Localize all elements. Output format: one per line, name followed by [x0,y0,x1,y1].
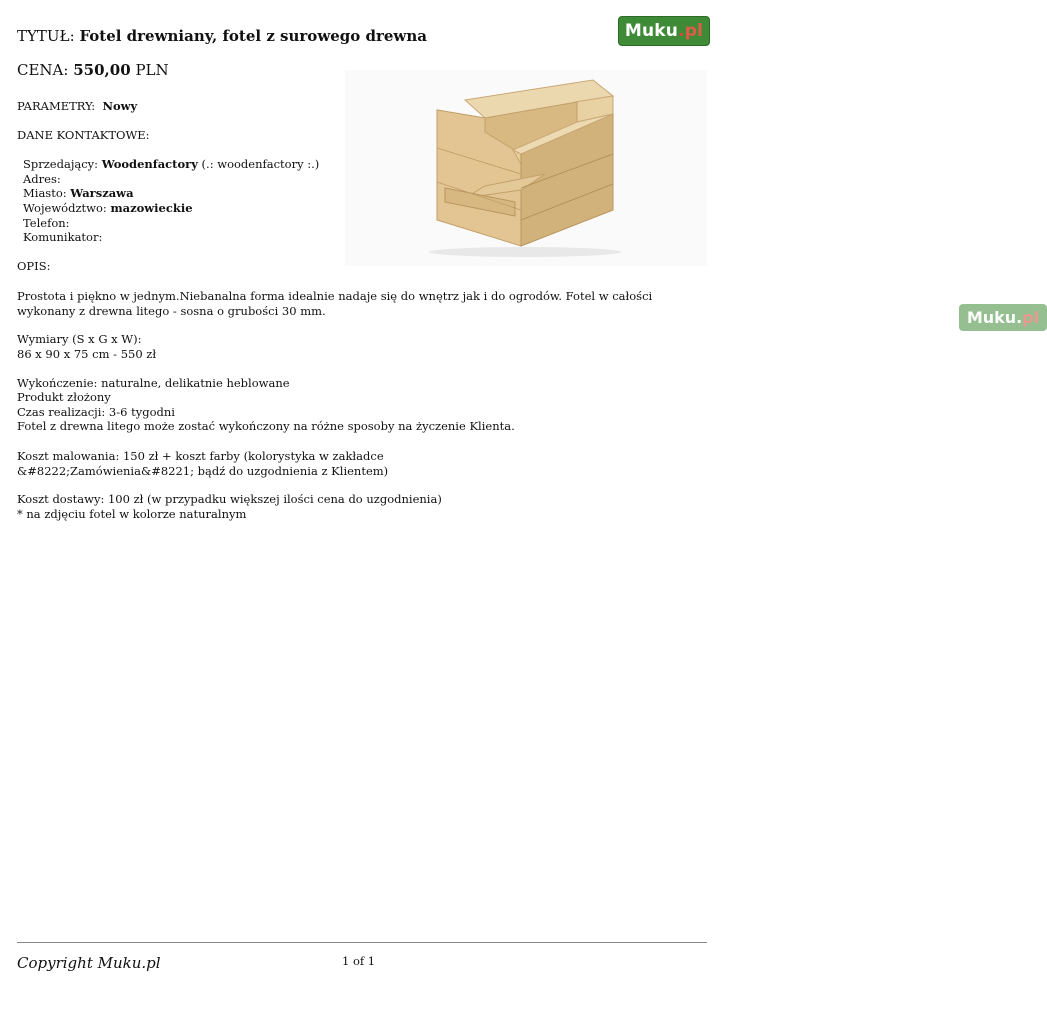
title-value: Fotel drewniany, fotel z surowego drewna [79,27,427,45]
listing-price [17,61,169,79]
params-value: Nowy [102,99,138,113]
seller-label: Sprzedający: [23,157,99,171]
footer-copyright: Copyright Muku.pl [17,954,161,972]
product-photo [345,70,1040,327]
province-value: mazowieckie [110,201,193,215]
address-line [23,172,61,187]
logo-dot: . [678,21,685,41]
province-line [23,201,193,216]
lead-time-line: Czas realizacji: 3-6 tygodni [17,405,175,419]
delivery-cost-line: Koszt dostawy: 100 zł (w przypadku większej ilości cena do uzgodnienia) [17,492,442,506]
muku-logo[interactable] [618,16,710,46]
description-heading: OPIS: [17,259,51,273]
page-number: 1 of 1 [342,954,376,968]
watermark-text: Muku [966,308,1017,327]
dimensions-heading: Wymiary (S x G x W): [17,332,142,346]
dimensions-value: 86 x 90 x 75 cm - 550 zł [17,347,157,361]
photo-watermark-logo [959,304,1047,331]
armchair-image [345,70,707,266]
price-currency: PLN [135,61,169,79]
seller-line [23,157,319,172]
listing-title [17,27,427,45]
address-label: Adres: [23,172,61,186]
photo-note-line: * na zdjęciu fotel w kolorze naturalnym [17,507,247,521]
phone-line [23,216,70,231]
price-label: CENA: [17,61,69,79]
city-value: Warszawa [70,186,134,200]
logo-tld: pl [684,21,704,41]
parameters-line [17,99,137,114]
painting-cost-paragraph: Koszt malowania: 150 zł + koszt farby (kolorystyka w zakładce &#8222;Zamówienia&#8221; bądź do uzgodnienia z Klientem) [17,449,389,478]
logo-text: Muku [624,21,679,41]
title-label: TYTUŁ: [17,27,75,45]
messenger-line [23,230,102,245]
watermark-tld: pl [1022,308,1040,327]
seller-name[interactable]: Woodenfactory [101,157,198,171]
city-line [23,186,134,201]
contact-heading: DANE KONTAKTOWE: [17,128,150,142]
phone-label: Telefon: [23,216,70,230]
seller-extra: (.: woodenfactory :.) [201,157,320,171]
watermark-dot: . [1016,308,1023,327]
finish-line: Wykończenie: naturalne, delikatnie heblowane [17,376,290,390]
params-label: PARAMETRY: [17,99,96,113]
assembled-line: Produkt złożony [17,390,111,404]
province-label: Województwo: [23,201,107,215]
messenger-label: Komunikator: [23,230,103,244]
description-paragraph-1: Prostota i piękno w jednym.Niebanalna forma idealnie nadaje się do wnętrz jak i do ogrodów. Fotel w całości wykonany z drewna litego - sosna o grubości 30 mm. [17,289,653,318]
footer-divider [17,942,707,943]
city-label: Miasto: [23,186,67,200]
custom-finish-line: Fotel z drewna litego może zostać wykończony na różne sposoby na życzenie Klienta. [17,419,515,433]
price-value: 550,00 [73,61,131,79]
